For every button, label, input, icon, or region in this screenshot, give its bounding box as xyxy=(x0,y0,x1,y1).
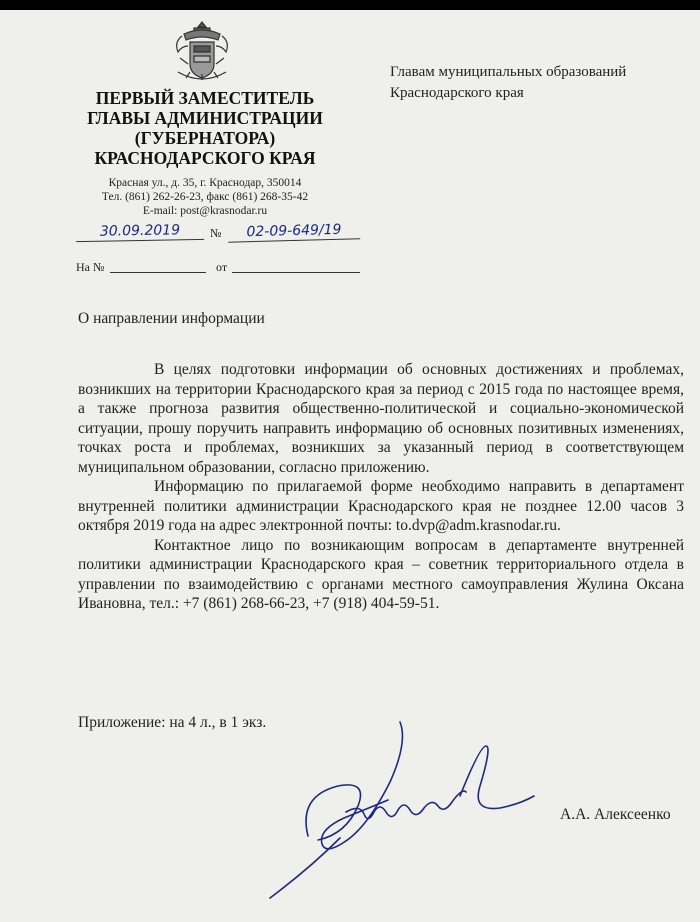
phone-line: Тел. (861) 262-26-23, факс (861) 268-35-42 xyxy=(101,191,309,203)
signer-name: А.А. Алексеенко xyxy=(560,806,671,823)
reply-date-label: от xyxy=(216,260,228,274)
org-line: ГЛАВЫ АДМИНИСТРАЦИИ xyxy=(87,108,323,128)
registration-date: 30.09.2019 xyxy=(76,221,204,242)
registration-line xyxy=(76,222,366,246)
org-line: КРАСНОДАРСКОГО КРАЯ xyxy=(94,148,316,168)
crest-icon xyxy=(172,18,232,86)
address-line: Красная ул., д. 35, г. Краснодар, 350014 xyxy=(108,177,302,189)
body-paragraph: В целях подготовки информации об основных достижениях и проблемах, возникших на территории Краснодарского края за период с 2015 года по настоящее время, а также прогноза развития общественно-политической и социально-экономической ситуации, прошу поручить направить информацию об основных позитивных изменениях, точках роста и проблемах, возникших за указанный период в соответствующем муниципальном образовании, согласно приложению. xyxy=(78,361,684,476)
org-line: ПЕРВЫЙ ЗАМЕСТИТЕЛЬ xyxy=(95,88,315,108)
handwritten-signature xyxy=(250,716,550,916)
organization-address xyxy=(80,176,330,218)
recipient xyxy=(390,62,626,104)
reply-date-blank xyxy=(232,272,360,273)
body-paragraph: Информацию по прилагаемой форме необходимо направить в департамент внутренней политики администрации Краснодарского края не позднее 12.00 часов 3 октября 2019 года на адрес электронной почты: to.dvp@adm.krasnodar.ru. xyxy=(78,478,684,534)
org-line: (ГУБЕРНАТОРА) xyxy=(134,128,276,148)
organization-title xyxy=(60,88,350,168)
letter-page xyxy=(0,10,700,922)
letter-body xyxy=(78,360,684,614)
reply-number-label: На № xyxy=(76,260,105,274)
registration-number-label: № xyxy=(210,226,222,240)
reply-reference-line xyxy=(76,260,366,276)
reply-number-blank xyxy=(110,272,206,273)
recipient-line: Краснодарского края xyxy=(390,85,524,101)
body-paragraph: Контактное лицо по возникающим вопросам в департаменте внутренней политики администрации Краснодарского края – советник территориального отдела в управлении по взаимодействию с органами местного самоуправления Жулина Оксана Ивановна, тел.: +7 (861) 268-66-23, +7 (918) 404-59-51. xyxy=(78,536,684,612)
registration-number: 02-09-649/19 xyxy=(228,220,360,242)
email-line: E-mail: post@krasnodar.ru xyxy=(142,205,268,217)
attachment-note: Приложение: на 4 л., в 1 экз. xyxy=(78,714,267,731)
letter-subject: О направлении информации xyxy=(78,310,265,327)
recipient-line: Главам муниципальных образований xyxy=(390,64,627,80)
